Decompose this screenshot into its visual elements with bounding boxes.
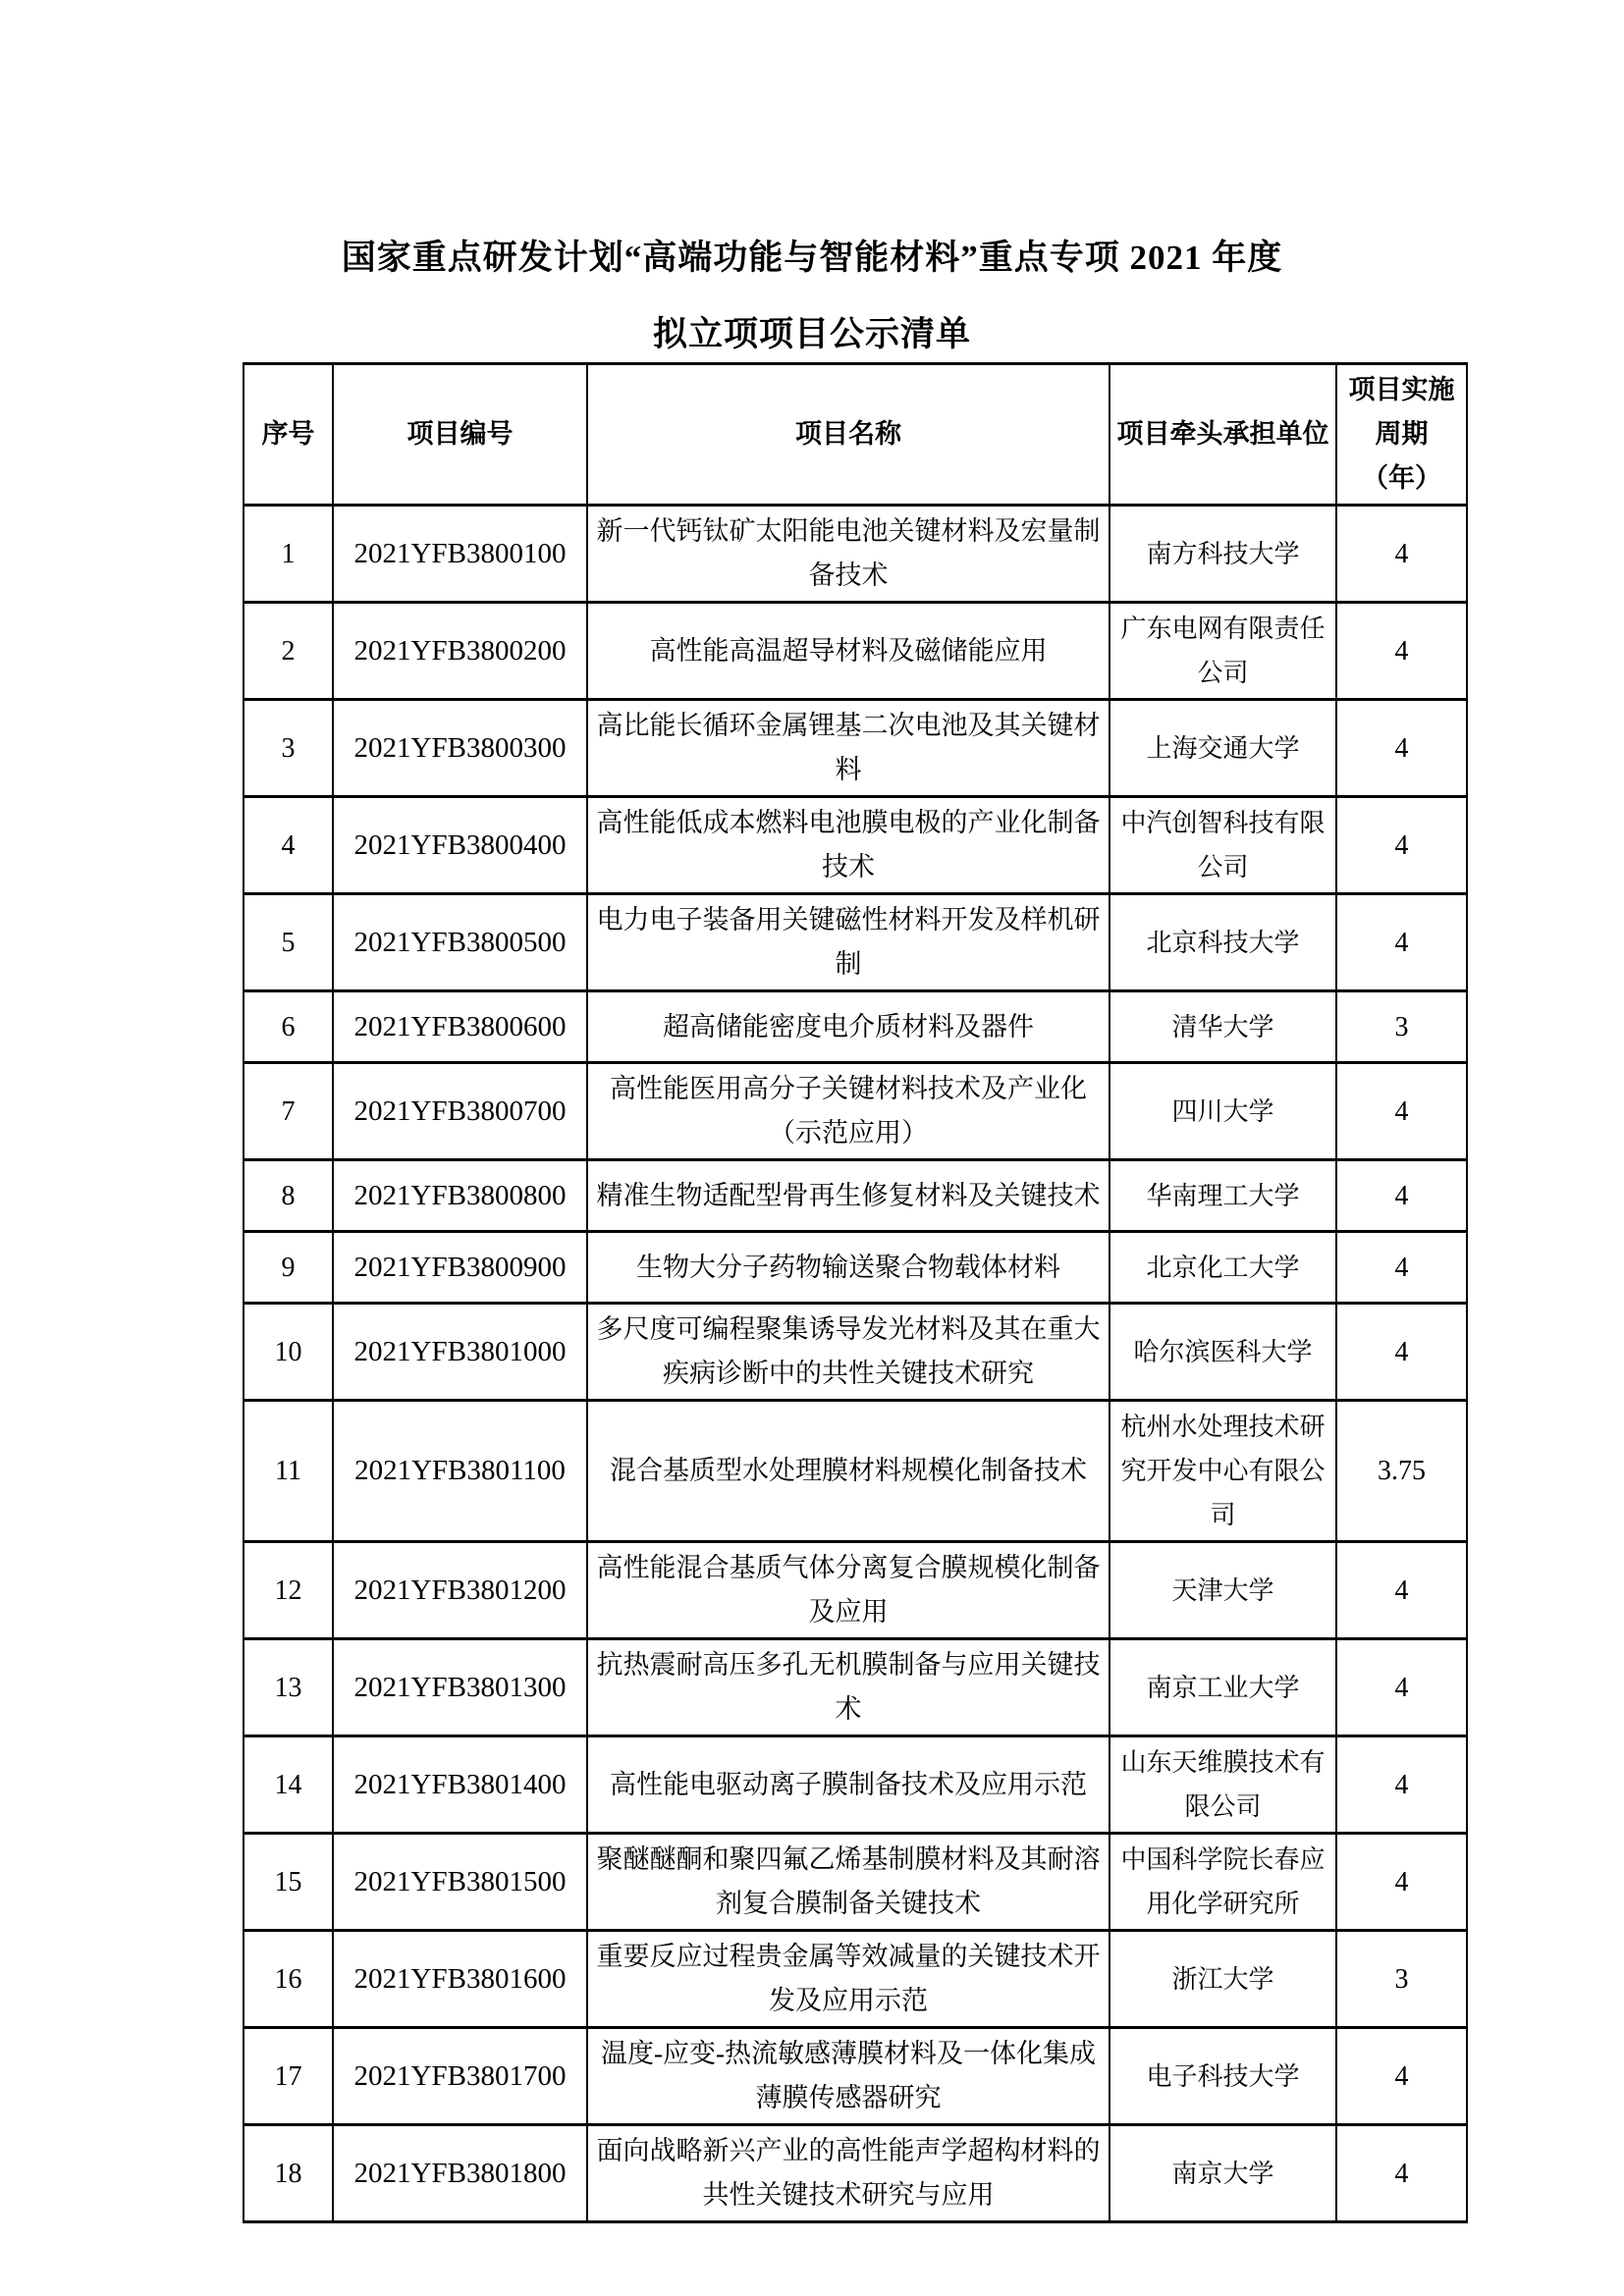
period-cell: 4 [1336, 894, 1467, 991]
project-name-cell: 高性能低成本燃料电池膜电极的产业化制备技术 [587, 797, 1110, 894]
lead-org-cell: 南方科技大学 [1110, 506, 1336, 603]
project-code-cell: 2021YFB3801000 [333, 1304, 587, 1401]
project-code-cell: 2021YFB3801700 [333, 2028, 587, 2125]
lead-org-cell: 四川大学 [1110, 1063, 1336, 1160]
header-index: 序号 [244, 364, 333, 506]
project-code-cell: 2021YFB3801400 [333, 1736, 587, 1834]
row-index-cell: 5 [244, 894, 333, 991]
period-cell: 4 [1336, 2125, 1467, 2222]
lead-org-cell: 哈尔滨医科大学 [1110, 1304, 1336, 1401]
period-cell: 4 [1336, 1639, 1467, 1736]
period-cell: 4 [1336, 506, 1467, 603]
project-code-cell: 2021YFB3800300 [333, 700, 587, 797]
project-name-cell: 新一代钙钛矿太阳能电池关键材料及宏量制备技术 [587, 506, 1110, 603]
project-code-cell: 2021YFB3801100 [333, 1401, 587, 1542]
project-name-cell: 超高储能密度电介质材料及器件 [587, 991, 1110, 1063]
project-name-cell: 精准生物适配型骨再生修复材料及关键技术 [587, 1160, 1110, 1232]
row-index-cell: 7 [244, 1063, 333, 1160]
project-code-cell: 2021YFB3800200 [333, 603, 587, 700]
project-name-cell: 聚醚醚酮和聚四氟乙烯基制膜材料及其耐溶剂复合膜制备关键技术 [587, 1834, 1110, 1931]
project-name-cell: 电力电子装备用关键磁性材料开发及样机研制 [587, 894, 1110, 991]
row-index-cell: 3 [244, 700, 333, 797]
project-name-cell: 高性能医用高分子关键材料技术及产业化（示范应用） [587, 1063, 1110, 1160]
lead-org-cell: 北京化工大学 [1110, 1232, 1336, 1304]
lead-org-cell: 广东电网有限责任公司 [1110, 603, 1336, 700]
project-name-cell: 高性能混合基质气体分离复合膜规模化制备及应用 [587, 1542, 1110, 1639]
header-period-line-1: 项目实施 [1348, 375, 1455, 404]
row-index-cell: 10 [244, 1304, 333, 1401]
lead-org-cell: 中国科学院长春应用化学研究所 [1110, 1834, 1336, 1931]
lead-org-cell: 华南理工大学 [1110, 1160, 1336, 1232]
period-cell: 4 [1336, 700, 1467, 797]
period-cell: 3.75 [1336, 1401, 1467, 1542]
header-period-line-3: （年） [1362, 463, 1441, 493]
project-name-cell: 温度-应变-热流敏感薄膜材料及一体化集成薄膜传感器研究 [587, 2028, 1110, 2125]
table-row [244, 1401, 1467, 1542]
period-cell: 3 [1336, 991, 1467, 1063]
project-list-table [243, 362, 1468, 2223]
document-title-line-2: 拟立项项目公示清单 [652, 315, 971, 353]
project-code-cell: 2021YFB3800600 [333, 991, 587, 1063]
row-index-cell: 16 [244, 1931, 333, 2028]
table-row [244, 1232, 1467, 1304]
table-row [244, 2028, 1467, 2125]
row-index-cell: 14 [244, 1736, 333, 1834]
row-index-cell: 1 [244, 506, 333, 603]
header-project-name: 项目名称 [587, 364, 1110, 506]
project-code-cell: 2021YFB3800500 [333, 894, 587, 991]
lead-org-cell: 杭州水处理技术研究开发中心有限公司 [1110, 1401, 1336, 1542]
table-header [244, 364, 1467, 506]
header-row [244, 364, 1467, 506]
project-name-cell: 高性能高温超导材料及磁储能应用 [587, 603, 1110, 700]
period-cell: 4 [1336, 1542, 1467, 1639]
header-period-line-2: 周期 [1375, 419, 1429, 449]
project-code-cell: 2021YFB3801500 [333, 1834, 587, 1931]
project-name-cell: 高性能电驱动离子膜制备技术及应用示范 [587, 1736, 1110, 1834]
period-cell: 3 [1336, 1931, 1467, 2028]
table-row [244, 1736, 1467, 1834]
project-code-cell: 2021YFB3800400 [333, 797, 587, 894]
table-row [244, 1639, 1467, 1736]
row-index-cell: 17 [244, 2028, 333, 2125]
table-row [244, 1834, 1467, 1931]
lead-org-cell: 南京工业大学 [1110, 1639, 1336, 1736]
row-index-cell: 8 [244, 1160, 333, 1232]
table-row [244, 894, 1467, 991]
project-code-cell: 2021YFB3801300 [333, 1639, 587, 1736]
row-index-cell: 2 [244, 603, 333, 700]
row-index-cell: 13 [244, 1639, 333, 1736]
project-name-cell: 多尺度可编程聚集诱导发光材料及其在重大疾病诊断中的共性关键技术研究 [587, 1304, 1110, 1401]
table-body [244, 506, 1467, 2222]
row-index-cell: 4 [244, 797, 333, 894]
project-name-cell: 抗热震耐高压多孔无机膜制备与应用关键技术 [587, 1639, 1110, 1736]
table-row [244, 2125, 1467, 2222]
table-row [244, 1304, 1467, 1401]
row-index-cell: 18 [244, 2125, 333, 2222]
row-index-cell: 11 [244, 1401, 333, 1542]
project-code-cell: 2021YFB3800700 [333, 1063, 587, 1160]
period-cell: 4 [1336, 1834, 1467, 1931]
lead-org-cell: 清华大学 [1110, 991, 1336, 1063]
table-row [244, 797, 1467, 894]
row-index-cell: 12 [244, 1542, 333, 1639]
table-row [244, 700, 1467, 797]
lead-org-cell: 天津大学 [1110, 1542, 1336, 1639]
header-project-code: 项目编号 [333, 364, 587, 506]
table-row [244, 506, 1467, 603]
period-cell: 4 [1336, 1304, 1467, 1401]
header-period [1336, 364, 1467, 506]
period-cell: 4 [1336, 1736, 1467, 1834]
table-row [244, 1063, 1467, 1160]
project-code-cell: 2021YFB3800100 [333, 506, 587, 603]
period-cell: 4 [1336, 1063, 1467, 1160]
period-cell: 4 [1336, 603, 1467, 700]
lead-org-cell: 中汽创智科技有限公司 [1110, 797, 1336, 894]
project-name-cell: 面向战略新兴产业的高性能声学超构材料的共性关键技术研究与应用 [587, 2125, 1110, 2222]
lead-org-cell: 南京大学 [1110, 2125, 1336, 2222]
period-cell: 4 [1336, 797, 1467, 894]
row-index-cell: 6 [244, 991, 333, 1063]
period-cell: 4 [1336, 2028, 1467, 2125]
document-title-line-1: 国家重点研发计划“高端功能与智能材料”重点专项 2021 年度 [341, 239, 1283, 277]
project-name-cell: 生物大分子药物输送聚合物载体材料 [587, 1232, 1110, 1304]
project-name-cell: 高比能长循环金属锂基二次电池及其关键材料 [587, 700, 1110, 797]
lead-org-cell: 山东天维膜技术有限公司 [1110, 1736, 1336, 1834]
table-row [244, 1160, 1467, 1232]
row-index-cell: 15 [244, 1834, 333, 1931]
period-cell: 4 [1336, 1160, 1467, 1232]
period-cell: 4 [1336, 1232, 1467, 1304]
project-code-cell: 2021YFB3800800 [333, 1160, 587, 1232]
project-code-cell: 2021YFB3800900 [333, 1232, 587, 1304]
lead-org-cell: 浙江大学 [1110, 1931, 1336, 2028]
lead-org-cell: 北京科技大学 [1110, 894, 1336, 991]
table-row [244, 603, 1467, 700]
table-row [244, 1542, 1467, 1639]
project-code-cell: 2021YFB3801800 [333, 2125, 587, 2222]
row-index-cell: 9 [244, 1232, 333, 1304]
lead-org-cell: 电子科技大学 [1110, 2028, 1336, 2125]
header-lead-org: 项目牵头承担单位 [1110, 364, 1336, 506]
project-name-cell: 混合基质型水处理膜材料规模化制备技术 [587, 1401, 1110, 1542]
project-code-cell: 2021YFB3801600 [333, 1931, 587, 2028]
table-row [244, 991, 1467, 1063]
lead-org-cell: 上海交通大学 [1110, 700, 1336, 797]
table-row [244, 1931, 1467, 2028]
project-code-cell: 2021YFB3801200 [333, 1542, 587, 1639]
project-name-cell: 重要反应过程贵金属等效减量的关键技术开发及应用示范 [587, 1931, 1110, 2028]
